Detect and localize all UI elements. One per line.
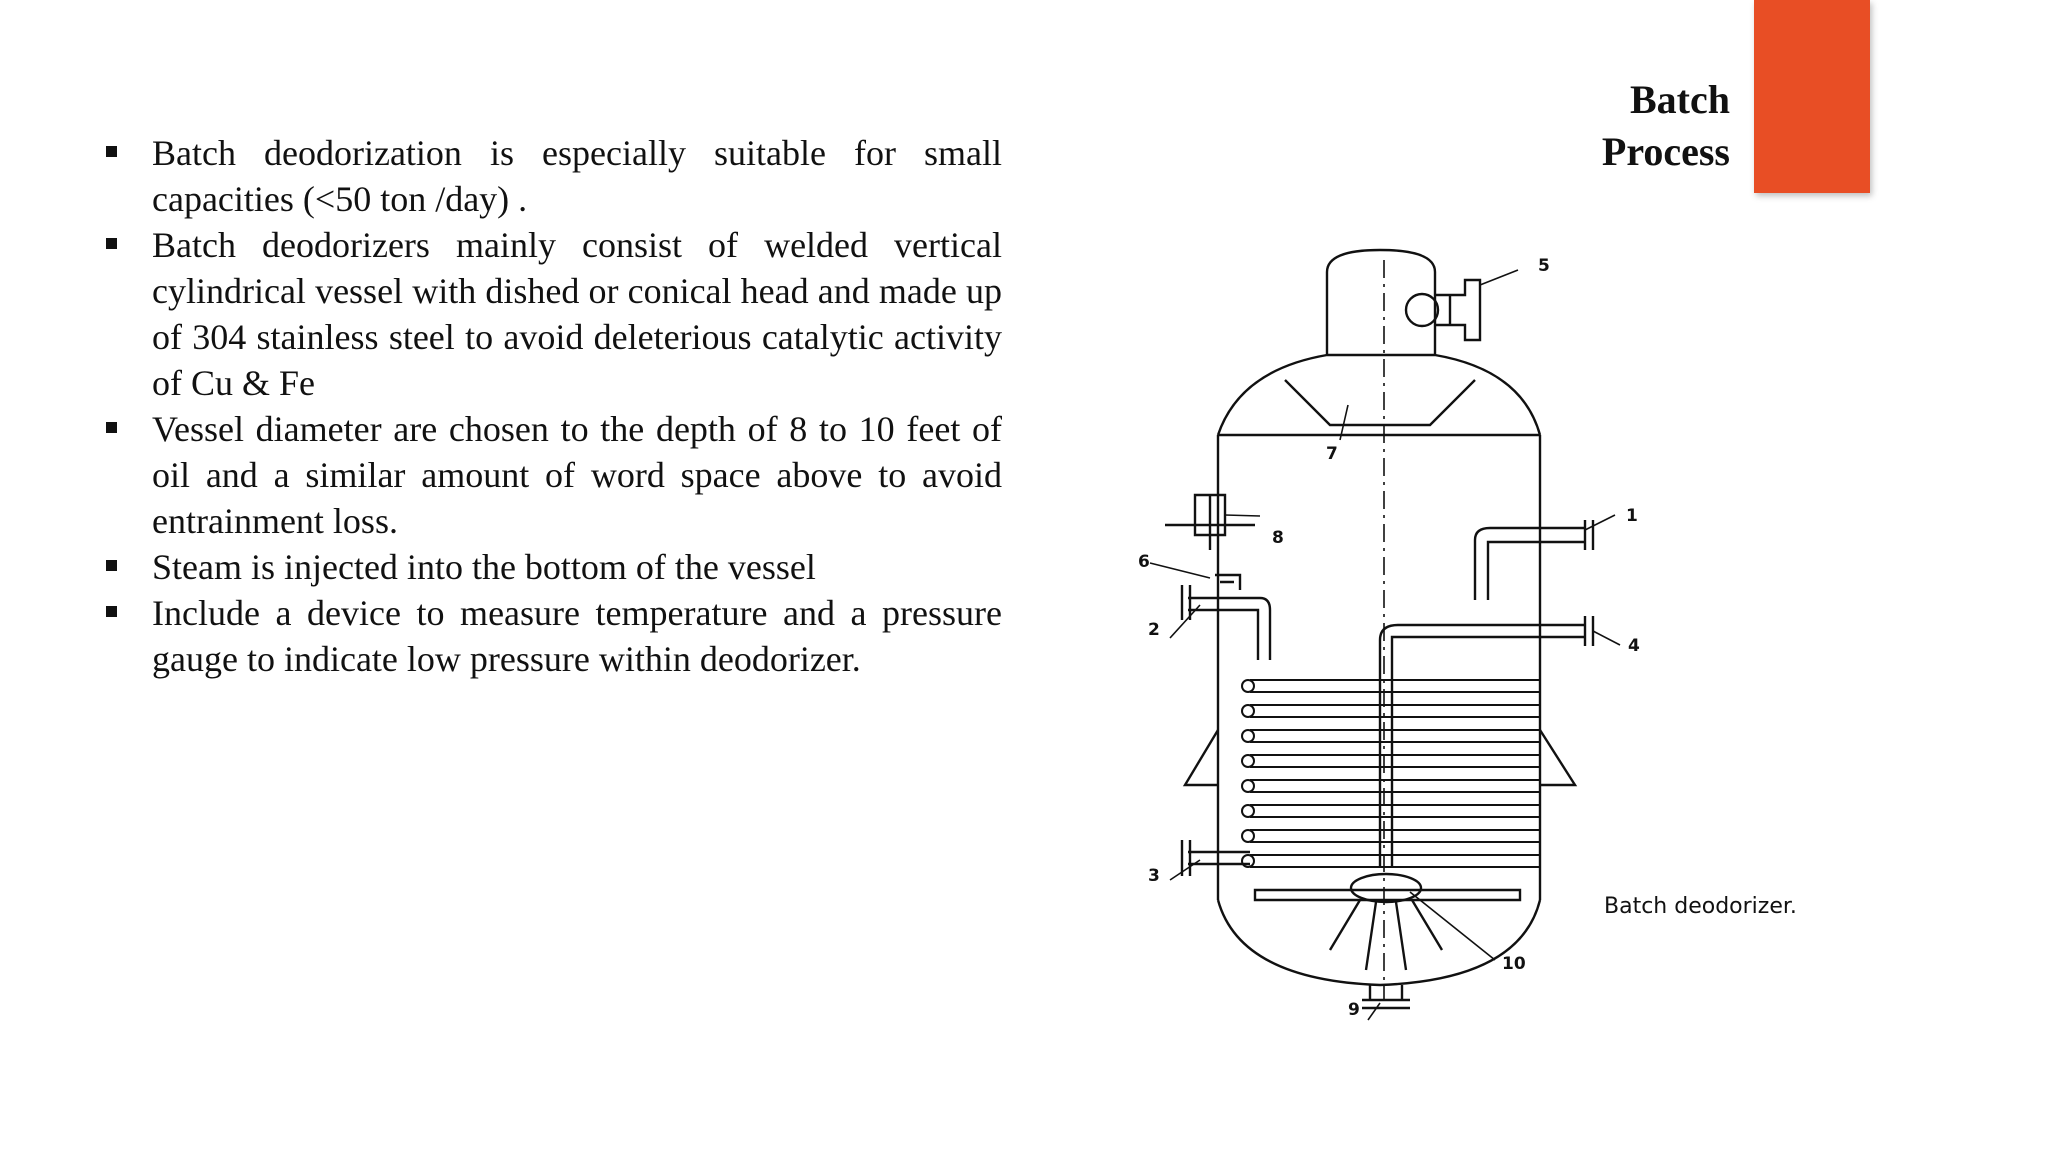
title-line-1: Batch <box>1630 77 1730 122</box>
square-bullet-icon <box>106 238 117 249</box>
bullet-item <box>104 222 1002 406</box>
callout-5: 5 <box>1538 256 1550 276</box>
bullet-text: Batch deodorization is especially suitable for small capacities (<50 ton /day) . <box>152 133 1002 219</box>
right-support-lug <box>1540 730 1575 785</box>
bullet-item <box>104 406 1002 544</box>
thermowell-8 <box>1165 495 1255 550</box>
square-bullet-icon <box>106 422 117 433</box>
sight-glass <box>1406 294 1438 326</box>
bullet-item <box>104 544 1002 590</box>
vessel-bottom-head <box>1218 900 1540 985</box>
bottom-outlet-9 <box>1362 985 1410 1008</box>
pipe-2 <box>1188 598 1270 660</box>
batch-deodorizer-diagram <box>1130 240 1670 1030</box>
bullet-text: Include a device to measure temperature and a pressure gauge to indicate low pressure within deodorizer. <box>152 593 1002 679</box>
vessel-head <box>1218 355 1540 435</box>
slide-title <box>1470 74 1730 178</box>
left-support-lug <box>1185 730 1218 785</box>
distributor-legs <box>1330 900 1442 970</box>
callout-7: 7 <box>1326 444 1338 464</box>
flange-1 <box>1585 520 1593 550</box>
bullet-list <box>104 130 1002 682</box>
bullet-item <box>104 590 1002 682</box>
callout-9: 9 <box>1348 1000 1360 1020</box>
callout-1: 1 <box>1626 506 1638 526</box>
callout-4: 4 <box>1628 636 1640 656</box>
figure-caption: Batch deodorizer. <box>1604 894 1797 919</box>
vapor-outlet-flange <box>1435 280 1480 340</box>
square-bullet-icon <box>106 560 117 571</box>
callout-2: 2 <box>1148 620 1160 640</box>
accent-bar <box>1754 0 1870 193</box>
callout-6: 6 <box>1138 552 1150 572</box>
bottom-grid <box>1255 890 1520 900</box>
callout-8: 8 <box>1272 528 1284 548</box>
steam-distributor <box>1351 874 1421 902</box>
pipe-1 <box>1475 528 1585 600</box>
callout-10: 10 <box>1502 954 1526 974</box>
bullet-text: Vessel diameter are chosen to the depth of 8 to 10 feet of oil and a similar amount of word space above to avoid entrainment loss. <box>152 409 1002 541</box>
entrainment-baffle <box>1285 380 1475 425</box>
flange-2 <box>1182 585 1190 620</box>
callout-3: 3 <box>1148 866 1160 886</box>
square-bullet-icon <box>106 146 117 157</box>
bullet-text: Steam is injected into the bottom of the vessel <box>152 547 816 587</box>
vapor-dome <box>1327 250 1435 355</box>
pipe-4 <box>1380 625 1585 660</box>
bullet-item <box>104 130 1002 222</box>
flange-4 <box>1585 616 1593 646</box>
square-bullet-icon <box>106 606 117 617</box>
bullet-text: Batch deodorizers mainly consist of welded vertical cylindrical vessel with dished or conical head and made up of 304 stainless steel to avoid deleterious catalytic activity of Cu & Fe <box>152 225 1002 403</box>
title-line-2: Process <box>1601 129 1730 174</box>
